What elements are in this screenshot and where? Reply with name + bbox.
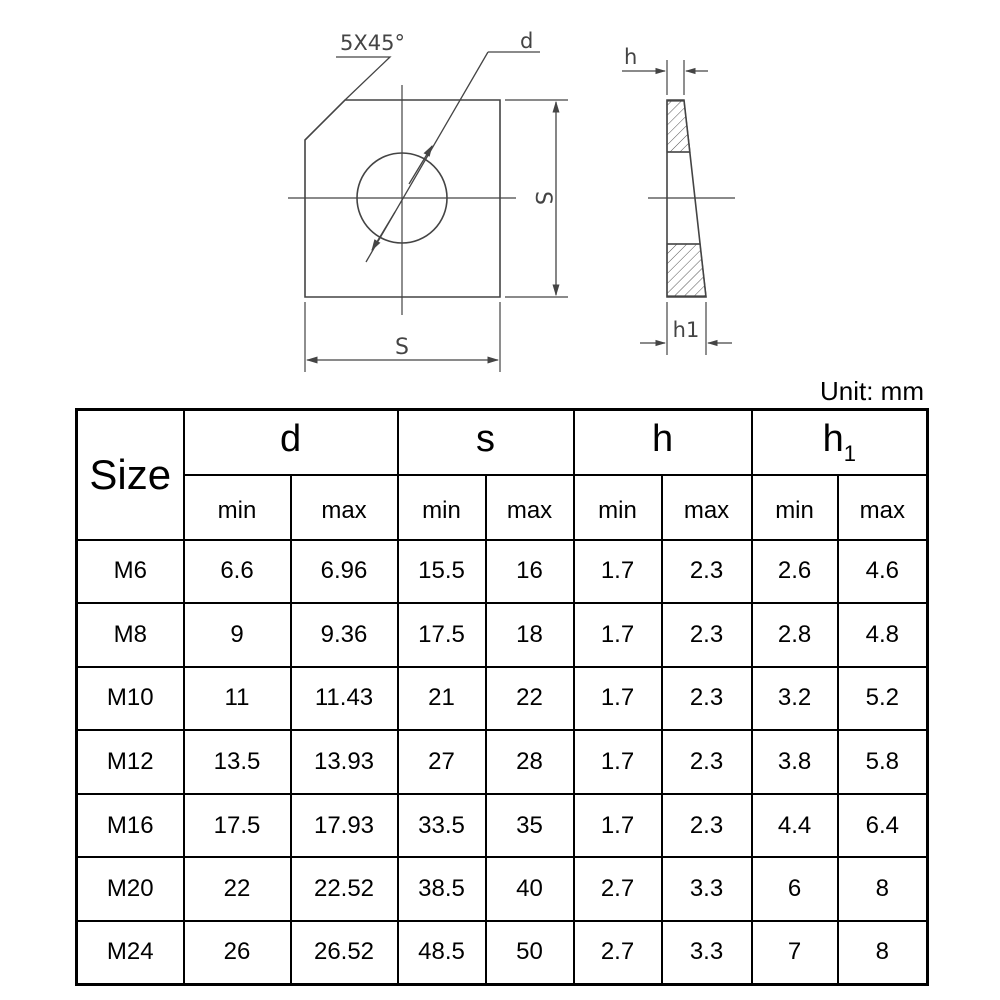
thickness-label-h: h (624, 45, 638, 69)
table-cell: 2.3 (662, 667, 752, 731)
table-cell: 17.5 (398, 603, 486, 667)
table-body (77, 540, 928, 985)
subheader-row (77, 475, 928, 540)
table-row (77, 540, 928, 604)
table-cell: 17.93 (291, 794, 398, 858)
table-cell: 4.6 (838, 540, 928, 604)
table-cell: 6.4 (838, 794, 928, 858)
group-header-h: h (574, 410, 752, 475)
technical-drawing (0, 0, 1000, 400)
side-view (622, 60, 735, 355)
subheader-cell: min (398, 475, 486, 540)
chamfer-leader (336, 57, 390, 100)
table-cell: 28 (486, 730, 574, 794)
table-cell: 3.3 (662, 921, 752, 985)
table-cell: 2.6 (752, 540, 838, 604)
row-size-label: M24 (77, 921, 184, 985)
table-cell: 2.3 (662, 540, 752, 604)
group-header-h1: $h_1$ (752, 410, 928, 475)
table-cell: 7 (752, 921, 838, 985)
table-row (77, 603, 928, 667)
table-cell: 15.5 (398, 540, 486, 604)
hatch-bottom (667, 244, 706, 296)
subheader-cell: min (574, 475, 662, 540)
row-size-label: M20 (77, 857, 184, 921)
group-header-s: s (398, 410, 574, 475)
table-cell: 4.8 (838, 603, 928, 667)
subheader-cell: min (752, 475, 838, 540)
row-size-label: M12 (77, 730, 184, 794)
subheader-cell: max (838, 475, 928, 540)
table-cell: 2.7 (574, 921, 662, 985)
table-cell: 8 (838, 857, 928, 921)
diameter-arrow-b (409, 146, 432, 184)
table-cell: 26 (184, 921, 291, 985)
table-cell: 33.5 (398, 794, 486, 858)
table-cell: 8 (838, 921, 928, 985)
table-cell: 21 (398, 667, 486, 731)
row-size-label: M16 (77, 794, 184, 858)
table-cell: 11 (184, 667, 291, 731)
table-cell: 1.7 (574, 667, 662, 731)
table-cell: 35 (486, 794, 574, 858)
table-cell: 6 (752, 857, 838, 921)
table-cell: 3.3 (662, 857, 752, 921)
table-cell: 1.7 (574, 540, 662, 604)
table-cell: 18 (486, 603, 574, 667)
table-row (77, 794, 928, 858)
table-cell: 9 (184, 603, 291, 667)
row-size-label: M8 (77, 603, 184, 667)
chamfer-label: 5X45° (340, 31, 405, 55)
subheader-cell: max (662, 475, 752, 540)
subheader-cell: max (486, 475, 574, 540)
table-cell: 22 (486, 667, 574, 731)
table-cell: 1.7 (574, 730, 662, 794)
front-view (288, 52, 568, 372)
table-cell: 2.3 (662, 603, 752, 667)
table-cell: 38.5 (398, 857, 486, 921)
table-row (77, 921, 928, 985)
subheader-cell: min (184, 475, 291, 540)
table-cell: 48.5 (398, 921, 486, 985)
table-cell: 6.96 (291, 540, 398, 604)
table-row (77, 667, 928, 731)
table-cell: 17.5 (184, 794, 291, 858)
table-cell: 1.7 (574, 603, 662, 667)
table-cell: 22.52 (291, 857, 398, 921)
unit-label: Unit: mm (820, 376, 924, 406)
table-cell: 2.7 (574, 857, 662, 921)
table-cell: 2.3 (662, 794, 752, 858)
row-size-label: M10 (77, 667, 184, 731)
table-cell: 16 (486, 540, 574, 604)
thickness-label-h1: h1 (672, 318, 700, 342)
side-label-horizontal: S (395, 335, 409, 360)
side-label-vertical: S (530, 191, 555, 205)
table-cell: 27 (398, 730, 486, 794)
table-cell: 13.5 (184, 730, 291, 794)
table-cell: 40 (486, 857, 574, 921)
table-cell: 4.4 (752, 794, 838, 858)
group-header-row (77, 410, 928, 475)
table-cell: 22 (184, 857, 291, 921)
table-cell: 1.7 (574, 794, 662, 858)
group-header-d: d (184, 410, 398, 475)
table-cell: 50 (486, 921, 574, 985)
table-cell: 3.8 (752, 730, 838, 794)
row-size-label: M6 (77, 540, 184, 604)
spec-table (75, 408, 929, 986)
table-row (77, 857, 928, 921)
table-cell: 13.93 (291, 730, 398, 794)
hatch-top (667, 101, 690, 152)
table-row (77, 730, 928, 794)
table-cell: 5.8 (838, 730, 928, 794)
table-cell: 2.3 (662, 730, 752, 794)
diameter-label: d (520, 29, 534, 53)
table-cell: 5.2 (838, 667, 928, 731)
table-cell: 6.6 (184, 540, 291, 604)
table-cell: 11.43 (291, 667, 398, 731)
table-cell: 9.36 (291, 603, 398, 667)
table-cell: 3.2 (752, 667, 838, 731)
table-cell: 2.8 (752, 603, 838, 667)
table-cell: 26.52 (291, 921, 398, 985)
diameter-arrow-a (372, 212, 395, 250)
size-header: Size (77, 410, 184, 540)
subheader-cell: max (291, 475, 398, 540)
